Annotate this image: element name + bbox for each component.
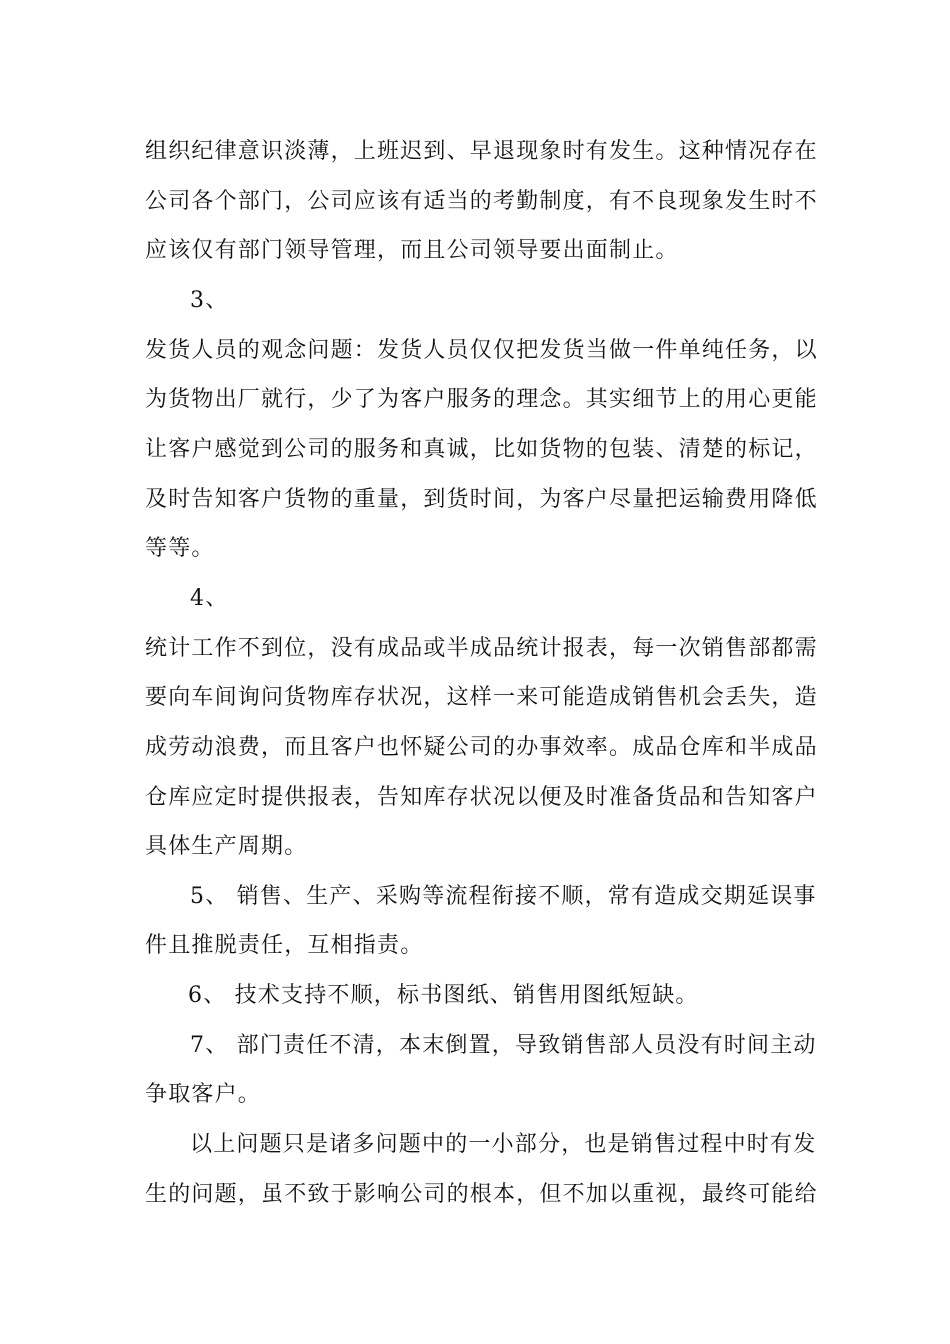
text-line: 组织纪律意识淡薄，上班迟到、早退现象时有发生。这种情况存在: [145, 139, 818, 164]
text-line: 仓库应定时提供报表，告知库存状况以便及时准备货品和告知客户: [145, 785, 818, 810]
text-line: 成劳动浪费，而且客户也怀疑公司的办事效率。成品仓库和半成品: [145, 735, 818, 760]
text-line: 为货物出厂就行，少了为客户服务的理念。其实细节上的用心更能: [145, 387, 818, 412]
list-number: 3、: [190, 288, 229, 313]
text-line: 以上问题只是诸多问题中的一小部分，也是销售过程中时有发: [190, 1132, 817, 1157]
text-line: 公司各个部门，公司应该有适当的考勤制度，有不良现象发生时不: [145, 189, 818, 214]
text-line: 发货人员的观念问题：发货人员仅仅把发货当做一件单纯任务，以: [145, 338, 818, 363]
text-line: 要向车间询问货物库存状况，这样一来可能造成销售机会丢失，造: [145, 685, 818, 710]
text-line: 争取客户。: [145, 1082, 262, 1107]
text-line: 7、 部门责任不清，本末倒置，导致销售部人员没有时间主动: [190, 1033, 817, 1058]
text-line: 让客户感觉到公司的服务和真诚，比如货物的包装、清楚的标记，: [145, 437, 818, 462]
text-line: 具体生产周期。: [145, 834, 308, 859]
text-line: 等等。: [145, 536, 215, 561]
text-line: 生的问题，虽不致于影响公司的根本，但不加以重视，最终可能给: [145, 1182, 818, 1207]
text-line: 5、 销售、生产、采购等流程衔接不顺，常有造成交期延误事: [190, 884, 817, 909]
text-line: 及时告知客户货物的重量，到货时间，为客户尽量把运输费用降低: [145, 487, 818, 512]
list-number: 4、: [190, 586, 229, 611]
text-line: 应该仅有部门领导管理，而且公司领导要出面制止。: [145, 238, 679, 263]
text-line: 6、 技术支持不顺，标书图纸、销售用图纸短缺。: [188, 983, 699, 1008]
text-line: 件且推脱责任，互相指责。: [145, 933, 424, 958]
text-line: 统计工作不到位，没有成品或半成品统计报表，每一次销售部都需: [145, 636, 818, 661]
